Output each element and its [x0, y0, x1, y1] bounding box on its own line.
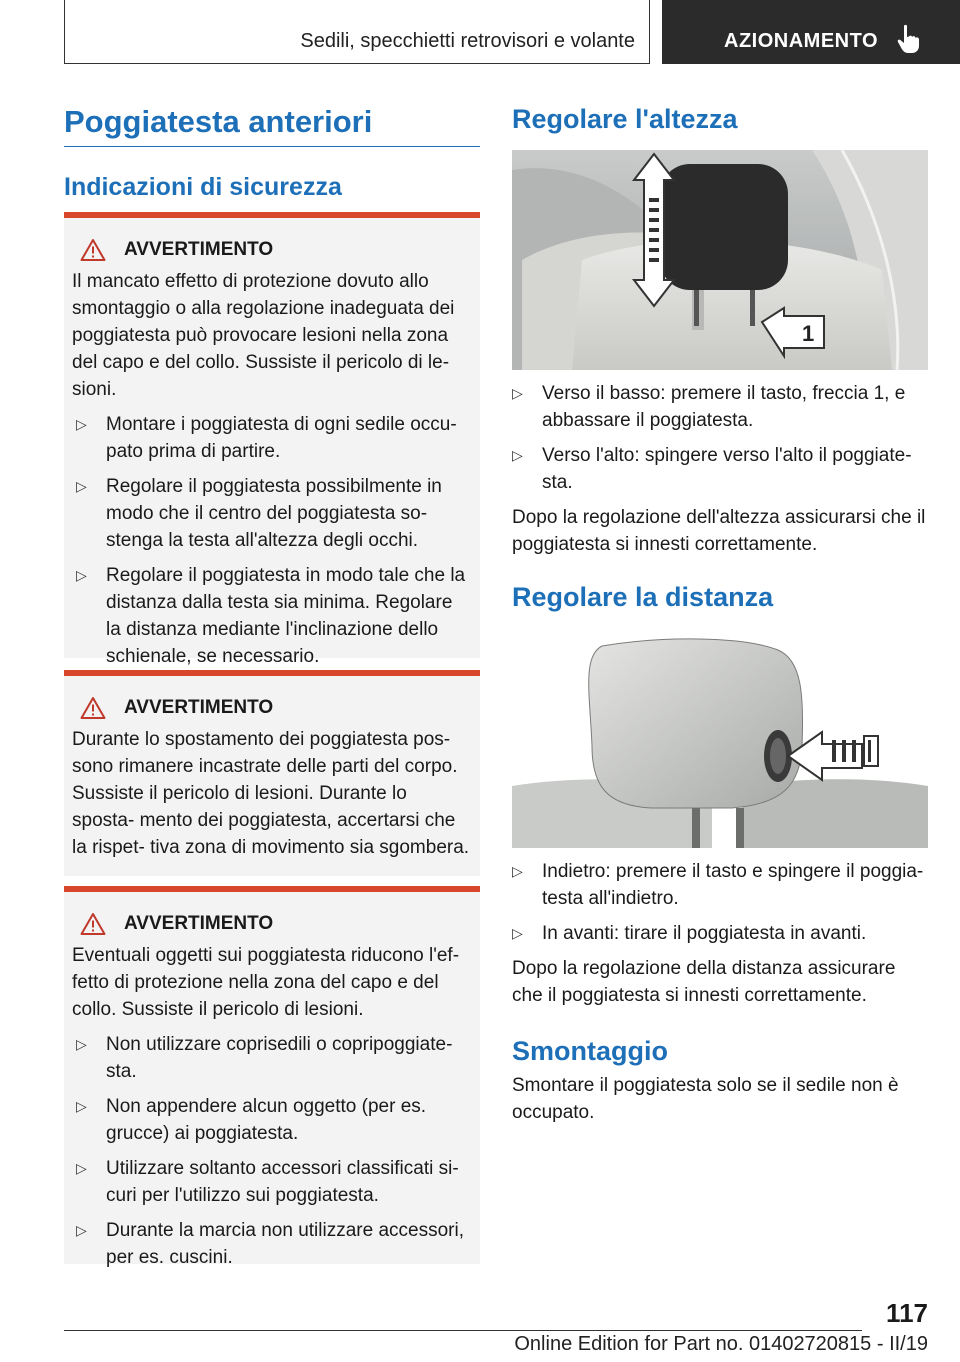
section-heading: Smontaggio [512, 1036, 668, 1066]
distance-section-body [512, 858, 928, 1009]
warning-triangle-icon [80, 696, 106, 720]
paragraph: Dopo la regolazione dell'altezza assicurarsi che il poggiatesta si innesti correttamente. [512, 507, 926, 555]
triangle-bullet-icon: ▷ [512, 863, 523, 879]
headrest-distance-illustration [512, 636, 928, 848]
warning-title [72, 696, 472, 720]
page-title: Poggiatesta anteriori [64, 104, 373, 139]
list-item: ▷ Durante la marcia non utilizzare accessori, per es. cuscini. [72, 1217, 472, 1271]
section-heading: Regolare l'altezza [512, 104, 738, 134]
triangle-bullet-icon: ▷ [76, 1036, 87, 1052]
pointing-hand-icon [896, 24, 922, 54]
title-rule [64, 146, 480, 147]
warning-box-1 [64, 212, 480, 667]
header-section-box [64, 0, 650, 64]
triangle-bullet-icon: ▷ [76, 416, 87, 432]
list-item: ▷ Verso l'alto: spingere verso l'alto il poggiate‐ sta. [512, 442, 928, 496]
distance-section-heading [512, 578, 928, 616]
figure-callout-1: 1 [802, 321, 815, 346]
list-item: ▷ Regolare il poggiatesta possibilmente in modo che il centro del poggiatesta so‐ stenga la testa all'altezza degli occhi. [72, 473, 472, 554]
warning-text: Il mancato effetto di protezione dovuto allo smontaggio o alla regolazione inadeguata dei poggiatesta può provocare lesioni nella zona del capo e del collo. Sussiste il pericolo di le‐ sioni. [72, 271, 455, 400]
triangle-bullet-icon: ▷ [512, 385, 523, 401]
warning-title [72, 238, 472, 262]
headrest-distance-drawing [512, 636, 928, 848]
warning-label: AVVERTIMENTO [124, 697, 274, 718]
list-item: ▷ Non appendere alcun oggetto (per es. grucce) ai poggiatesta. [72, 1093, 472, 1147]
header-chapter-box [662, 0, 960, 64]
warning-title [72, 912, 472, 936]
warning-list [72, 1031, 472, 1271]
warning-triangle-icon [80, 238, 106, 262]
section-subtitle: Indicazioni di sicurezza [64, 173, 342, 201]
list-item: ▷ Non utilizzare coprisedili o copripoggiate‐ sta. [72, 1031, 472, 1085]
triangle-bullet-icon: ▷ [76, 478, 87, 494]
removal-section [512, 1032, 928, 1126]
footer-edition: Online Edition for Part no. 01402720815 - II/19 [514, 1333, 928, 1355]
warning-box-2 [64, 670, 480, 876]
list-item: ▷ Verso il basso: premere il tasto, freccia 1, e abbassare il poggiatesta. [512, 380, 928, 434]
triangle-bullet-icon: ▷ [76, 567, 87, 583]
list-item: ▷ Montare i poggiatesta di ogni sedile occu‐ pato prima di partire. [72, 411, 472, 465]
paragraph: Dopo la regolazione della distanza assicurare che il poggiatesta si innesti correttamente. [512, 958, 896, 1006]
warning-text: Eventuali oggetti sui poggiatesta riducono l'ef‐ fetto di protezione nella zona del capo e del collo. Sussiste il pericolo di lesioni. [72, 945, 460, 1020]
headrest-height-drawing [512, 150, 928, 370]
header-section-title: Sedili, specchietti retrovisori e volante [300, 30, 635, 52]
triangle-bullet-icon: ▷ [76, 1160, 87, 1176]
warning-box-3 [64, 886, 480, 1268]
warning-list [72, 411, 472, 670]
triangle-bullet-icon: ▷ [76, 1222, 87, 1238]
warning-label: AVVERTIMENTO [124, 913, 274, 934]
paragraph: Smontare il poggiatesta solo se il sedile non è occupato. [512, 1075, 899, 1123]
triangle-bullet-icon: ▷ [512, 925, 523, 941]
header-chapter-title: AZIONAMENTO [724, 30, 879, 52]
page-number: 117 [886, 1298, 928, 1328]
list-item: ▷ Regolare il poggiatesta in modo tale che la distanza dalla testa sia minima. Regolare la distanza mediante l'inclinazione dello schienale, se necessario. [72, 562, 472, 670]
list-item: ▷ Utilizzare soltanto accessori classificati si‐ curi per l'utilizzo sui poggiatesta. [72, 1155, 472, 1209]
headrest-height-illustration [512, 150, 928, 370]
warning-triangle-icon [80, 912, 106, 936]
height-section-body [512, 380, 928, 558]
list-item: ▷ In avanti: tirare il poggiatesta in avanti. [512, 920, 928, 947]
triangle-bullet-icon: ▷ [76, 1098, 87, 1114]
section-heading: Regolare la distanza [512, 582, 774, 612]
warning-label: AVVERTIMENTO [124, 239, 274, 260]
warning-text: Durante lo spostamento dei poggiatesta pos‐ sono rimanere incastrate delle parti del corpo. Sussiste il pericolo di lesioni. Durante lo sposta‐ mento dei poggiatesta, accertarsi che la rispet‐ tiva zona di movimento sia sgombera. [72, 729, 470, 858]
list-item: ▷ Indietro: premere il tasto e spingere il poggia‐ testa all'indietro. [512, 858, 928, 912]
triangle-bullet-icon: ▷ [512, 447, 523, 463]
height-section-heading [512, 100, 928, 138]
left-column-headings [64, 100, 480, 205]
footer-rule [64, 1330, 862, 1331]
